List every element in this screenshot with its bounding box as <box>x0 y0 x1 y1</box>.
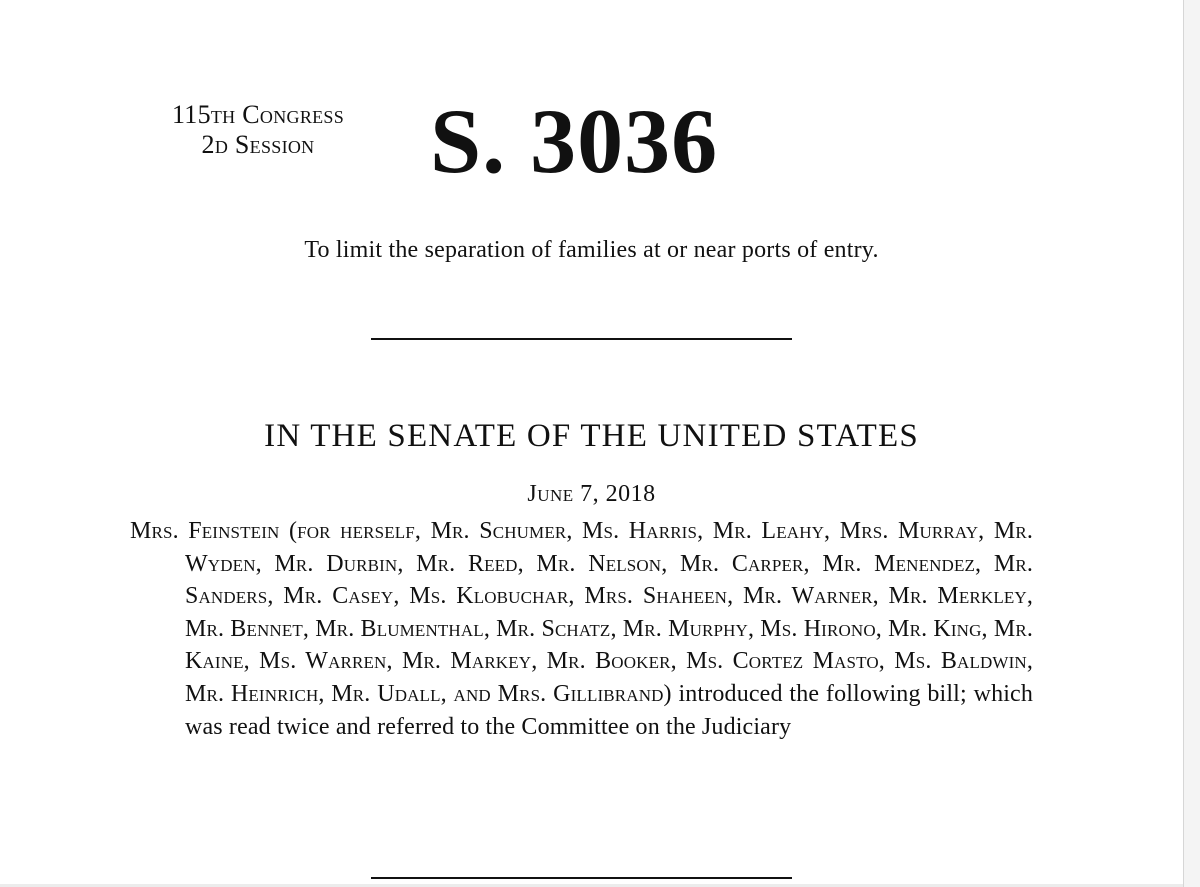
introduction-date: June 7, 2018 <box>527 481 656 507</box>
congress-label: 115th Congress <box>171 100 345 129</box>
sponsor-paragraph <box>130 515 1033 743</box>
congress-session-block <box>118 100 398 160</box>
bill-title: To limit the separation of families at or near ports of entry. <box>304 237 879 263</box>
chamber-heading: IN THE SENATE OF THE UNITED STATES <box>264 418 919 454</box>
bottom-divider <box>371 877 792 879</box>
top-divider <box>371 338 792 340</box>
viewer-scrollbar-track[interactable] <box>1183 0 1200 887</box>
referral-text: introduced the following bill; which was read twice and referred to the Committee on the Judiciary <box>185 680 1033 740</box>
session-label: 2d Session <box>201 130 315 159</box>
bill-number: S. 3036 <box>430 90 719 192</box>
sponsor-names: Mrs. Feinstein (for herself, Mr. Schumer, Ms. Harris, Mr. Leahy, Mrs. Murray, Mr. Wyden, Mr. Durbin, Mr. Reed, Mr. Nelson, Mr. Carper, Mr. Menendez, Mr. Sanders, Mr. Casey, Ms. Klobuchar, Mrs. Shaheen, Mr. Warner, Mr. Merkley, Mr. Bennet, Mr. Blumenthal, Mr. Schatz, Mr. Murphy, Ms. Hirono, Mr. King, Mr. Kaine, Ms. Warren, Mr. Markey, Mr. Booker, Ms. Cortez Masto, Ms. Baldwin, Mr. Heinrich, Mr. Udall, and Mrs. Gillibrand) <box>130 518 1033 707</box>
